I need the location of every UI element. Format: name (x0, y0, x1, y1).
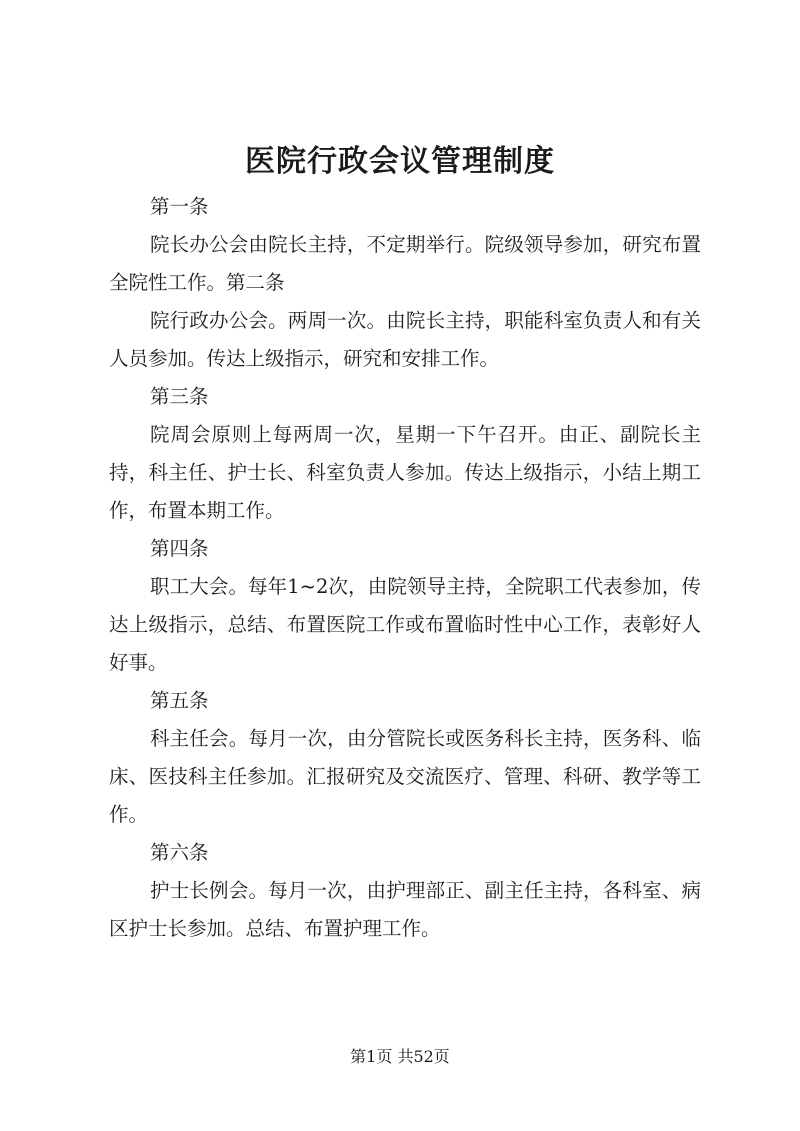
article-heading-6: 第六条 (150, 841, 209, 864)
article-paragraph-5: 科主任会。每月一次，由分管院长或医务科长主持，医务科、临床、医技科主任参加。汇报研究及交流医疗、管理、科研、教学等工作。 (109, 727, 701, 826)
article-paragraph-2: 院行政办公会。两周一次。由院长主持，职能科室负责人和有关人员参加。传达上级指示，研究和安排工作。 (109, 309, 701, 370)
article-heading-1: 第一条 (150, 195, 209, 218)
document-title: 医院行政会议管理制度 (245, 144, 555, 179)
article-paragraph-6: 护士长例会。每月一次，由护理部正、副主任主持，各科室、病区护士长参加。总结、布置护理工作。 (109, 879, 701, 940)
article-heading-5: 第五条 (150, 689, 209, 712)
article-heading-4: 第四条 (150, 537, 209, 560)
article-paragraph-1: 院长办公会由院长主持，不定期举行。院级领导参加，研究布置全院性工作。第二条 (109, 233, 701, 294)
article-paragraph-3: 院周会原则上每两周一次，星期一下午召开。由正、副院长主持，科主任、护士长、科室负责人参加。传达上级指示，小结上期工作，布置本期工作。 (109, 423, 701, 522)
article-paragraph-4: 职工大会。每年1~2次，由院领导主持，全院职工代表参加，传达上级指示，总结、布置医院工作或布置临时性中心工作，表彰好人好事。 (109, 575, 701, 674)
document-body (109, 188, 701, 948)
page-footer: 第1页 共52页 (350, 1047, 450, 1066)
article-heading-3: 第三条 (150, 385, 209, 408)
